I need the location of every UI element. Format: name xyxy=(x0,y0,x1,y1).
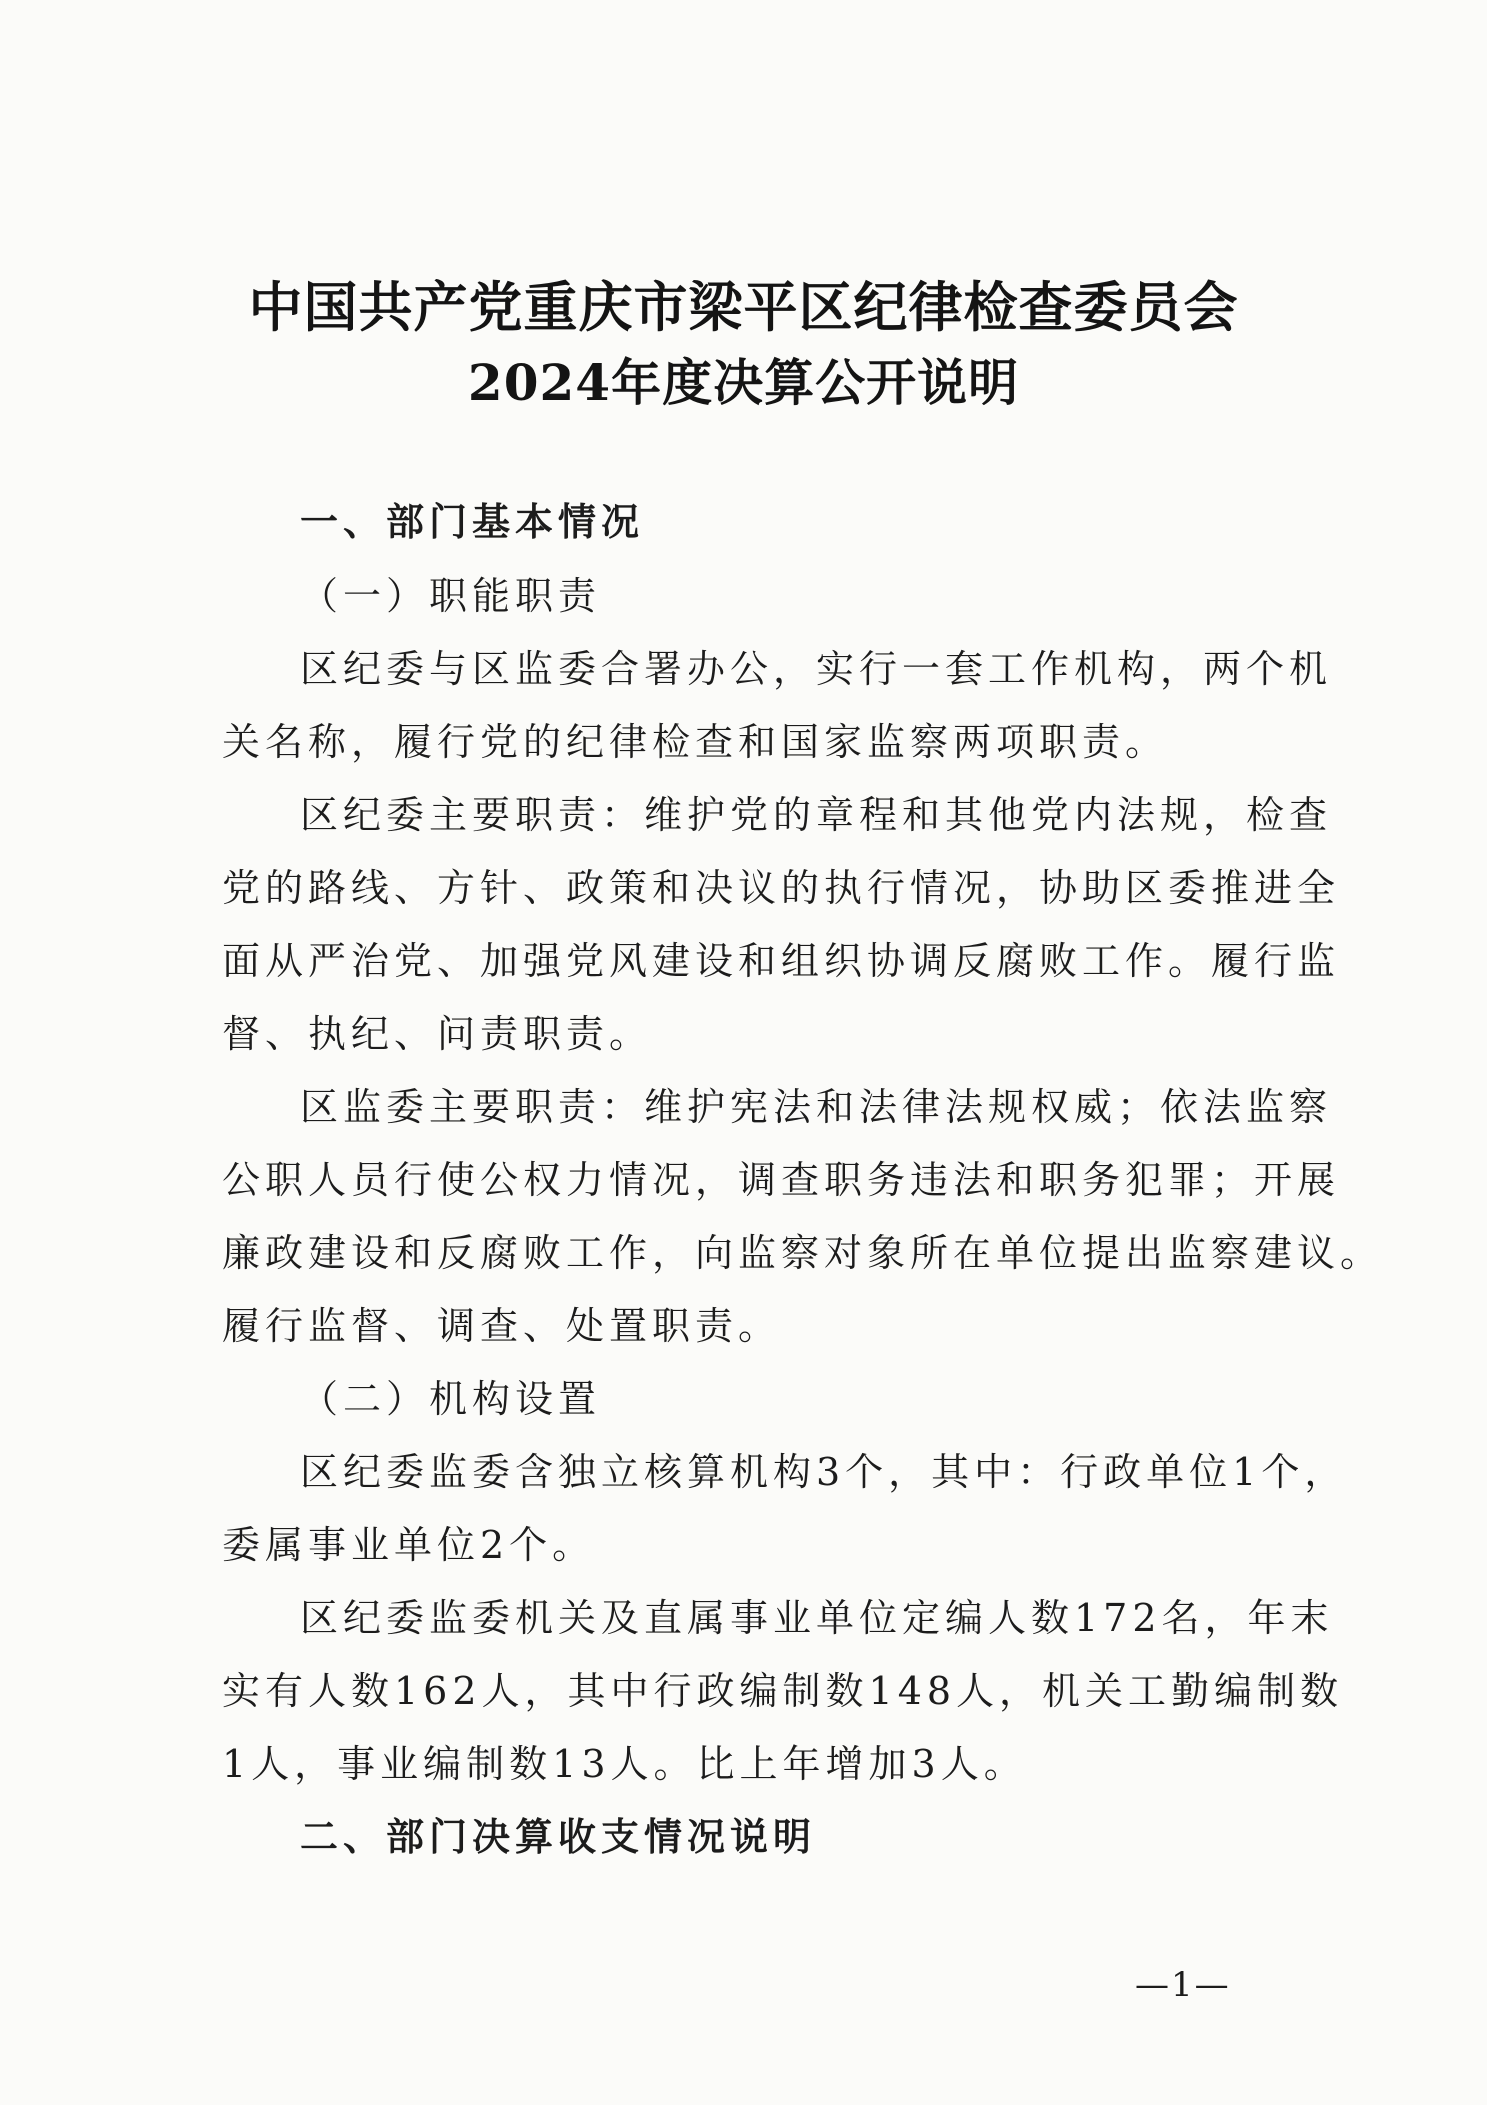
paragraph-line: 区纪委监委机关及直属事业单位定编人数172名，年末 xyxy=(300,1596,1334,1640)
document-title-line2: 2024年度决算公开说明 xyxy=(467,353,1020,412)
section-heading: 二、部门决算收支情况说明 xyxy=(300,1814,817,1859)
subsection-heading: （二）机构设置 xyxy=(300,1377,602,1421)
paragraph-line: 区纪委主要职责：维护党的章程和其他党内法规，检查 xyxy=(300,793,1333,837)
paragraph-line: 1人，事业编制数13人。比上年增加3人。 xyxy=(222,1742,1027,1786)
paragraph-line: 党的路线、方针、政策和决议的执行情况，协助区委推进全 xyxy=(222,866,1341,910)
section-heading: 一、部门基本情况 xyxy=(300,499,645,544)
paragraph-line: 区监委主要职责：维护宪法和法律法规权威；依法监察 xyxy=(300,1085,1333,1129)
subsection-heading: （一）职能职责 xyxy=(300,574,602,618)
paragraph-line: 区纪委与区监委合署办公，实行一套工作机构，两个机 xyxy=(300,647,1333,691)
paragraph-line: 面从严治党、加强党风建设和组织协调反腐败工作。履行监 xyxy=(222,939,1341,983)
paragraph-line: 廉政建设和反腐败工作，向监察对象所在单位提出监察建议。 xyxy=(222,1231,1384,1275)
paragraph-line: 委属事业单位2个。 xyxy=(222,1523,596,1567)
paragraph-line: 公职人员行使公权力情况，调查职务违法和职务犯罪；开展 xyxy=(222,1158,1341,1202)
paragraph-line: 督、执纪、问责职责。 xyxy=(222,1012,653,1056)
page-number: —1— xyxy=(1135,1965,1231,2005)
paragraph-line: 区纪委监委含独立核算机构3个，其中：行政单位1个， xyxy=(300,1450,1348,1494)
paragraph-line: 实有人数162人，其中行政编制数148人，机关工勤编制数 xyxy=(222,1669,1344,1713)
document-title-line1: 中国共产党重庆市梁平区纪律检查委员会 xyxy=(248,275,1239,339)
paragraph-line: 关名称，履行党的纪律检查和国家监察两项职责。 xyxy=(222,720,1169,764)
paragraph-line: 履行监督、调查、处置职责。 xyxy=(222,1304,782,1348)
